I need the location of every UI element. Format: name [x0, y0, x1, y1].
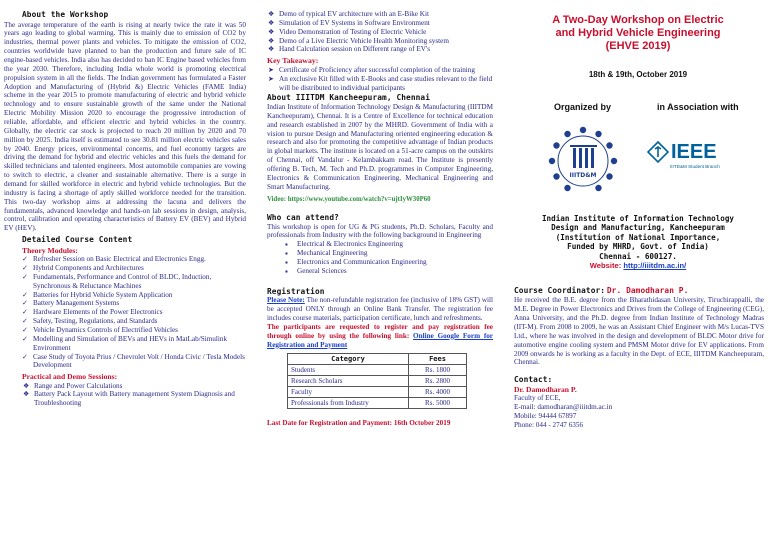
takeaway-item: ➤ Certificate of Proficiency after successful completion of the training: [267, 66, 493, 75]
registration-instructions: [267, 323, 493, 350]
fee-amount: Rs. 1800: [409, 365, 467, 376]
fee-amount: Rs. 4000: [409, 387, 467, 398]
logos-row: [512, 122, 764, 200]
background-list: [267, 240, 493, 275]
institute-line: Indian Institute of Information Technology: [541, 213, 735, 223]
last-date-label: Last Date for Registration and Payment:: [267, 419, 393, 428]
theory-modules-list: [22, 255, 246, 370]
column-left: [4, 0, 246, 543]
contact-line: Mobile: 94444 67897: [514, 411, 577, 420]
video-link[interactable]: Video: https://www.youtube.com/watch?v=ujtIyW30P60: [267, 195, 431, 203]
about-workshop-heading: About the Workshop: [22, 10, 109, 19]
organizers-row: [512, 102, 764, 116]
iiitdm-logo-text: IIITD&M: [569, 171, 597, 179]
about-iiitdm-heading: About IIITDM Kancheepuram, Chennai: [267, 93, 430, 103]
website-link[interactable]: http://iiitdm.ac.in/: [623, 261, 687, 271]
registration-note-text: The non-refundable registration fee (inclusive of 18% GST) will be accepted ONLY through an Online Bank Transfer. The registration fee includes course materials, participation certificate, lunch and refreshments.: [267, 296, 493, 323]
website-label: Website:: [589, 261, 622, 271]
key-takeaway-list: [267, 66, 493, 93]
table-row: [288, 376, 467, 387]
institute-line: Chennai - 600127.: [599, 251, 677, 261]
contact-email[interactable]: E-mail: damodharan@iiitdm.ac.in: [514, 402, 613, 411]
fee-table: [287, 353, 467, 409]
organized-by-label: Organized by: [554, 101, 612, 112]
theory-item: ✓ Case Study of Toyota Prius / Chevrolet Volt / Honda Civic / Tesla Models Development: [22, 353, 246, 371]
column-middle: [267, 0, 493, 543]
theory-item: ✓ Fundamentals, Performance and Control of BLDC, Induction, Synchronous & Reluctance Machines: [22, 273, 246, 291]
practical-item: ❖ Hand Calculation session on Different range of EV's: [267, 45, 493, 54]
registration-heading: Registration: [267, 286, 325, 296]
fee-category: Professionals from Industry: [288, 398, 409, 409]
theory-modules-heading: Theory Modules:: [22, 245, 78, 255]
background-item: ▪ Mechanical Engineering: [267, 249, 493, 258]
theory-item: ✓ Hybrid Components and Architectures: [22, 264, 246, 273]
practical-heading: Practical and Demo Sessions:: [22, 372, 118, 382]
column-right: [512, 0, 764, 543]
fee-category: Students: [288, 365, 409, 376]
theory-item: ✓ Modelling and Simulation of BEVs and HEVs in MatLab/Simulink Environment: [22, 335, 246, 353]
practical-item: ❖ Simulation of EV Systems in Software Environment: [267, 19, 493, 28]
ieee-logo: [647, 140, 727, 170]
practical-list-continued: [267, 10, 493, 54]
fee-amount: Rs. 5000: [409, 398, 467, 409]
theory-item: ✓ Batteries for Hybrid Vehicle System Application: [22, 291, 246, 300]
contact-name: Dr. Damodharan P.: [514, 384, 577, 394]
background-item: ▪ Electrical & Electronics Engineering: [267, 240, 493, 249]
about-iiitdm-text: Indian Institute of Information Technology Design & Manufacturing (IIITDM Kancheepuram), Chennai. It is a Centre of Excellence for technical education and research established in 2007 by the MHRD. Government of India with a vision to pursue Design and Manufacturing oriented engineering education & research and also for promoting the competitive advantage of Indian products in global markets. The institute is located on a 51-acre campus on the outskirts of Chennai, off Vandalur - Kelambakkam road. The Institute is presently offering B. Tech, M. Tech and Ph.D. programmes in Computer Engineering, Electronics & Communication Engineering, Mechanical Engineering and Smart Manufacturing.: [267, 103, 493, 191]
ieee-diamond-icon: [647, 141, 669, 163]
ieee-text: IEEE: [671, 140, 717, 163]
category-column-header: Category: [288, 354, 409, 365]
table-row: [288, 387, 467, 398]
fee-table-header: [288, 354, 467, 365]
about-workshop-text: The average temperature of the earth is rising at nearly twice the rate it was 50 years ago leading to global warming. This is mainly due to emission of CO2 by industries, thermal power plants and vehicles. To mitigate the emission of CO2, countries worldwide have planned to ban the production and future sale of IC engine-based vehicles. India also has decided to ban IC Engine based vehicles from the year 2030. Therefore, including India whole world is promoting electrical propulsion system in all the fields. The Indian government has formulated a Faster Adoption and Manufacturing of (Hybrid &) Electric Vehicles (FAME India) scheme in the year 2015 to promote manufacturing of electric and hybrid vehicle technology and to ensure sustainable growth of the same under the National Electric Mobility Mission 2020 to encourage the progressive introduction of reliable, affordable, and efficient electric and hybrid vehicles in the country. Globally, the electric car stock is projected to reach 20 million by 2020 and 70 million by 2025. India itself is estimated to see 30.81 million electric vehicles sales by 2040. Energy prices, environmental concerns, and fuel economy targets are driving the demand for hybrid and electric vehicles and this fuels the demand for skilled technicians and talented engineers. Most automobile companies are vowing to switch to electric, a cleaner and sustainable alternative. There is a surge in demand for skilled workforce in electric and hybrid vehicle technologies. But the industry is facing a shortage of aptly skilled workforce needed for the transition. This two-day workshop aims at addressing the lacuna and delivers the fundamentals, advanced knowledge and hands-on lab sessions in design, analysis, control, calibration and operating characteristics of Battery EV (BEV) and Hybrid EV (HEV).: [4, 20, 246, 233]
institute-line: Design and Manufacturing, Kancheepuram: [551, 223, 725, 233]
institute-block: [512, 214, 764, 261]
website-row: [512, 261, 764, 270]
practical-item: ❖ Video Demonstration of Testing of Electric Vehicle: [267, 28, 493, 37]
takeaway-item: ➤ An exclusive Kit filled with E-Books and case studies relevant to the field will be distributed to individual participants: [267, 75, 493, 93]
fee-category: Faculty: [288, 387, 409, 398]
contact-line: Faculty of ECE,: [514, 394, 561, 403]
table-row: [288, 398, 467, 409]
registration-form-link[interactable]: Online Google Form for Registration and Payment: [267, 331, 493, 349]
workshop-dates: 18th & 19th, October 2019: [588, 69, 688, 79]
table-row: [288, 365, 467, 376]
iiitdm-logo: [546, 124, 620, 198]
last-date: [267, 419, 493, 428]
practical-item: ❖ Range and Power Calculations: [22, 382, 246, 391]
fees-column-header: Fees: [409, 354, 467, 365]
contact-heading: Contact:: [514, 375, 553, 385]
in-association-label: in Association with: [657, 101, 739, 112]
theory-item: ✓ Hardware Elements of the Power Electronics: [22, 308, 246, 317]
please-note-label: Please Note:: [267, 296, 305, 305]
who-can-attend-text: This workshop is open for UG & PG students, Ph.D. Scholars, Faculty and professionals from Industry with the following background in Engineering: [267, 222, 493, 240]
institute-line: Funded by MHRD, Govt. of India): [567, 242, 709, 252]
practical-item: ❖ Demo of a Live Electric Vehicle Health Monitoring system: [267, 37, 493, 46]
key-takeaway-heading: Key Takeaway:: [267, 56, 319, 66]
contact-block: [512, 394, 764, 429]
background-item: ▪ General Sciences: [267, 267, 493, 276]
coordinator-bio: He received the B.E. degree from the Bharathidasan University, Tiruchirappalli, the M.E. Degree in Power Electronics and Drives from the College of Engineering (CEG), Anna University, and the Ph.D. degree from Indian Institute of Technology Madras (IIT-M). From 2008 to 2009, he was an Assistant Chief Engineer with M/s Lucas-TVS Ltd., where he was involved in the design and development of BLDC Motor drive for automotive engine cooling system and PMSM Motor drive for EV applications. From 2009 onwards he is working as a faculty in the Dept. of ECE, IIITDM Kancheepuram, Chennai.: [514, 296, 764, 367]
coordinator-heading: Course Coordinator:: [514, 286, 606, 296]
coordinator-heading-row: [512, 286, 764, 296]
institute-line: (Institution of National Importance,: [555, 232, 721, 242]
who-can-attend-heading: Who can attend?: [267, 212, 339, 222]
theory-item: ✓ Vehicle Dynamics Controls of Electrified Vehicles: [22, 326, 246, 335]
coordinator-name: Dr. Damodharan P.: [606, 286, 689, 296]
ieee-branch-text: IIITD&M Student Branch: [670, 164, 720, 170]
contact-line: Phone: 044 - 2747 6356: [514, 420, 584, 429]
fee-category: Research Scholars: [288, 376, 409, 387]
practical-item: ❖ Demo of typical EV architecture with an E-Bike Kit: [267, 10, 493, 19]
registration-red-text: The participants are requested to register and pay registration fee through online by using the following link:: [267, 322, 493, 340]
iiitdm-logo-icon: [546, 124, 620, 198]
practical-item: ❖ Battery Pack Layout with Battery management System Diagnosis and Troubleshooting: [22, 390, 246, 408]
fee-amount: Rs. 2800: [409, 376, 467, 387]
theory-item: ✓ Safety, Testing, Regulations, and Standards: [22, 317, 246, 326]
last-date-value: 16th October 2019: [393, 419, 451, 428]
registration-note: [267, 296, 493, 323]
theory-item: ✓ Refresher Session on Basic Electrical and Electronics Engg.: [22, 255, 246, 264]
theory-item: ✓ Battery Management Systems: [22, 299, 246, 308]
practical-list: [22, 382, 246, 409]
course-content-heading: Detailed Course Content: [22, 235, 133, 245]
workshop-title: A Two-Day Workshop on Electric and Hybrid Vehicle Engineering (EHVE 2019): [552, 14, 724, 52]
background-item: ▪ Electronics and Communication Engineering: [267, 258, 493, 267]
